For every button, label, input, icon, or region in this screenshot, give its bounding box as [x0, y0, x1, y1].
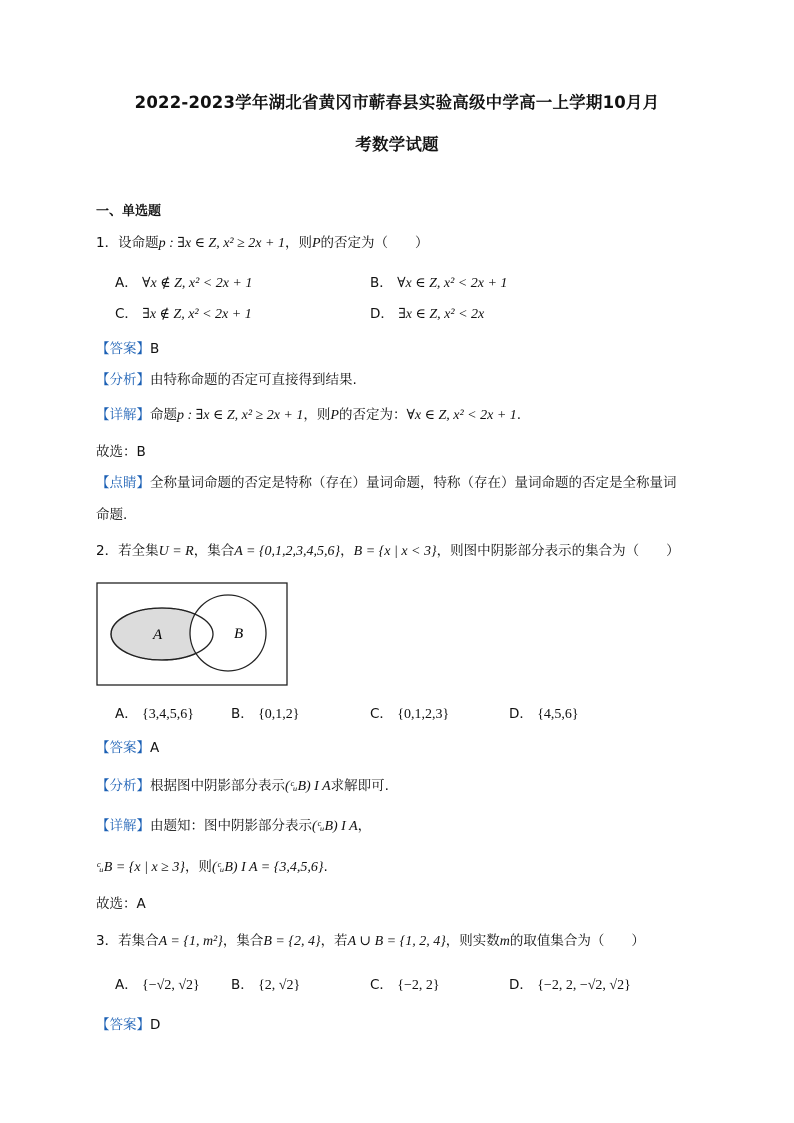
venn-diagram	[96, 582, 290, 688]
question-text: ，则图中阴影部分表示的集合为（ ）	[436, 543, 680, 559]
section-heading: 一、单选题	[96, 204, 162, 219]
q1-option-a	[115, 273, 252, 294]
q3-option-a	[115, 975, 200, 996]
detail-text: 的否定为：	[338, 407, 407, 423]
math-expression: p : ∃x ∈ Z, x² ≥ 2x + 1	[158, 236, 285, 251]
math-expression: B = {x | x < 3}	[353, 544, 437, 559]
math-expression: (ᶜᵤB) I A = {3,4,5,6}	[211, 860, 324, 875]
question-number: 3．	[96, 933, 119, 949]
question-text: ，则	[284, 235, 312, 251]
option-label: C．	[115, 306, 138, 322]
detail-text: ，	[357, 818, 372, 834]
math-expression: p : ∃x ∈ Z, x² ≥ 2x + 1	[177, 408, 304, 423]
detail-text: .	[323, 859, 328, 875]
option-label: C．	[370, 977, 393, 993]
analysis-text: 求解即可.	[330, 778, 389, 794]
option-label: B．	[370, 275, 393, 291]
answer-value: A	[150, 740, 160, 756]
analysis-text: 由特称命题的否定可直接得到结果.	[150, 372, 357, 388]
q2-analysis	[96, 776, 389, 797]
question-text: 的取值集合为（ ）	[509, 933, 645, 949]
q3-option-d	[509, 975, 631, 996]
option-math: ∀x ∈ Z, x² < 2x + 1	[397, 276, 508, 291]
math-variable: m	[499, 934, 510, 949]
detail-text: 命题	[150, 407, 177, 423]
q1-option-b	[370, 273, 507, 294]
comment-tag: 【点睛】	[96, 475, 150, 491]
question-text: 设命题	[118, 235, 159, 251]
q1-option-d	[370, 304, 484, 325]
analysis-tag: 【分析】	[96, 372, 150, 388]
venn-label-a: A	[153, 627, 163, 643]
q2-detail-2	[96, 857, 328, 878]
q1-answer	[96, 339, 159, 359]
q2-option-a	[115, 704, 194, 725]
option-label: D．	[509, 977, 533, 993]
q1-choose: 故选：B	[96, 444, 146, 460]
question-text: 若集合	[118, 933, 159, 949]
option-math: ∃x ∈ Z, x² < 2x	[398, 307, 485, 322]
math-expression: A = {0,1,2,3,4,5,6}	[234, 544, 341, 559]
option-label: A．	[115, 275, 138, 291]
math-expression: ᶜᵤB = {x | x ≥ 3}	[96, 860, 185, 875]
answer-tag: 【答案】	[96, 341, 150, 357]
question-text: ，则实数	[445, 933, 500, 949]
title-line-2: 考数学试题	[355, 135, 439, 154]
question-number: 2．	[96, 543, 119, 559]
question-text: ，集合	[193, 543, 235, 559]
question-text: ，集合	[222, 933, 264, 949]
option-label: D．	[370, 306, 394, 322]
option-label: A．	[115, 977, 138, 993]
q2-option-d	[509, 704, 579, 725]
question-3	[96, 931, 645, 952]
math-variable: P	[330, 408, 339, 423]
option-math: {0,1,2}	[258, 707, 300, 722]
math-expression: A = {1, m²}	[158, 934, 223, 949]
q1-comment	[96, 473, 677, 493]
question-text: ，	[340, 543, 354, 559]
venn-set-b	[190, 595, 266, 671]
question-text: 的否定为（ ）	[320, 235, 429, 251]
q1-analysis	[96, 370, 357, 390]
option-label: B．	[231, 706, 254, 722]
option-math: {−√2, √2}	[142, 978, 200, 993]
q1-detail	[96, 405, 521, 426]
detail-text: .	[516, 407, 522, 423]
venn-label-b: B	[234, 626, 244, 642]
option-math: {−2, 2, −√2, √2}	[537, 978, 631, 993]
option-math: {0,1,2,3}	[397, 707, 450, 722]
answer-tag: 【答案】	[96, 1017, 150, 1033]
q2-choose: 故选：A	[96, 896, 146, 912]
math-expression: A ∪ B = {1, 2, 4}	[347, 934, 446, 949]
q2-option-c	[370, 704, 449, 725]
q3-option-c	[370, 975, 440, 996]
option-label: C．	[370, 706, 393, 722]
question-1	[96, 233, 429, 254]
option-label: B．	[231, 977, 254, 993]
question-2	[96, 541, 680, 562]
option-math: {2, √2}	[258, 978, 301, 993]
option-label: D．	[509, 706, 533, 722]
question-text: ，若	[320, 933, 348, 949]
q1-comment-cont: 命题.	[96, 507, 128, 523]
math-expression: U = R	[158, 544, 194, 559]
question-number: 1．	[96, 235, 119, 251]
detail-tag: 【详解】	[96, 407, 150, 423]
question-text: 若全集	[118, 543, 159, 559]
option-math: ∃x ∉ Z, x² < 2x + 1	[142, 307, 252, 322]
detail-text: ，则	[303, 407, 331, 423]
q3-answer	[96, 1015, 160, 1035]
math-expression: ∀x ∈ Z, x² < 2x + 1	[406, 408, 517, 423]
q2-option-b	[231, 704, 300, 725]
analysis-text: 根据图中阴影部分表示	[150, 778, 285, 794]
q1-option-c	[115, 304, 252, 325]
option-math: {4,5,6}	[537, 707, 579, 722]
math-expression: B = {2, 4}	[263, 934, 321, 949]
q3-option-b	[231, 975, 300, 996]
option-math: {−2, 2}	[397, 978, 440, 993]
analysis-tag: 【分析】	[96, 778, 150, 794]
answer-value: D	[150, 1017, 161, 1033]
detail-text: 由题知：图中阴影部分表示	[150, 818, 312, 834]
math-variable: P	[311, 236, 321, 251]
q2-detail	[96, 816, 371, 837]
option-math: ∀x ∉ Z, x² < 2x + 1	[142, 276, 253, 291]
option-math: {3,4,5,6}	[142, 707, 194, 722]
q2-answer	[96, 738, 159, 758]
detail-tag: 【详解】	[96, 818, 150, 834]
comment-text: 全称量词命题的否定是特称（存在）量词命题，特称（存在）量词命题的否定是全称量词	[150, 475, 677, 491]
option-label: A．	[115, 706, 138, 722]
detail-text: ，则	[184, 859, 212, 875]
math-expression: (ᶜᵤB) I A	[285, 779, 331, 794]
title-line-1: 2022-2023学年湖北省黄冈市蕲春县实验高级中学高一上学期10月月	[134, 93, 660, 112]
answer-tag: 【答案】	[96, 740, 150, 756]
answer-value: B	[150, 341, 160, 357]
math-expression: (ᶜᵤB) I A	[312, 819, 358, 834]
